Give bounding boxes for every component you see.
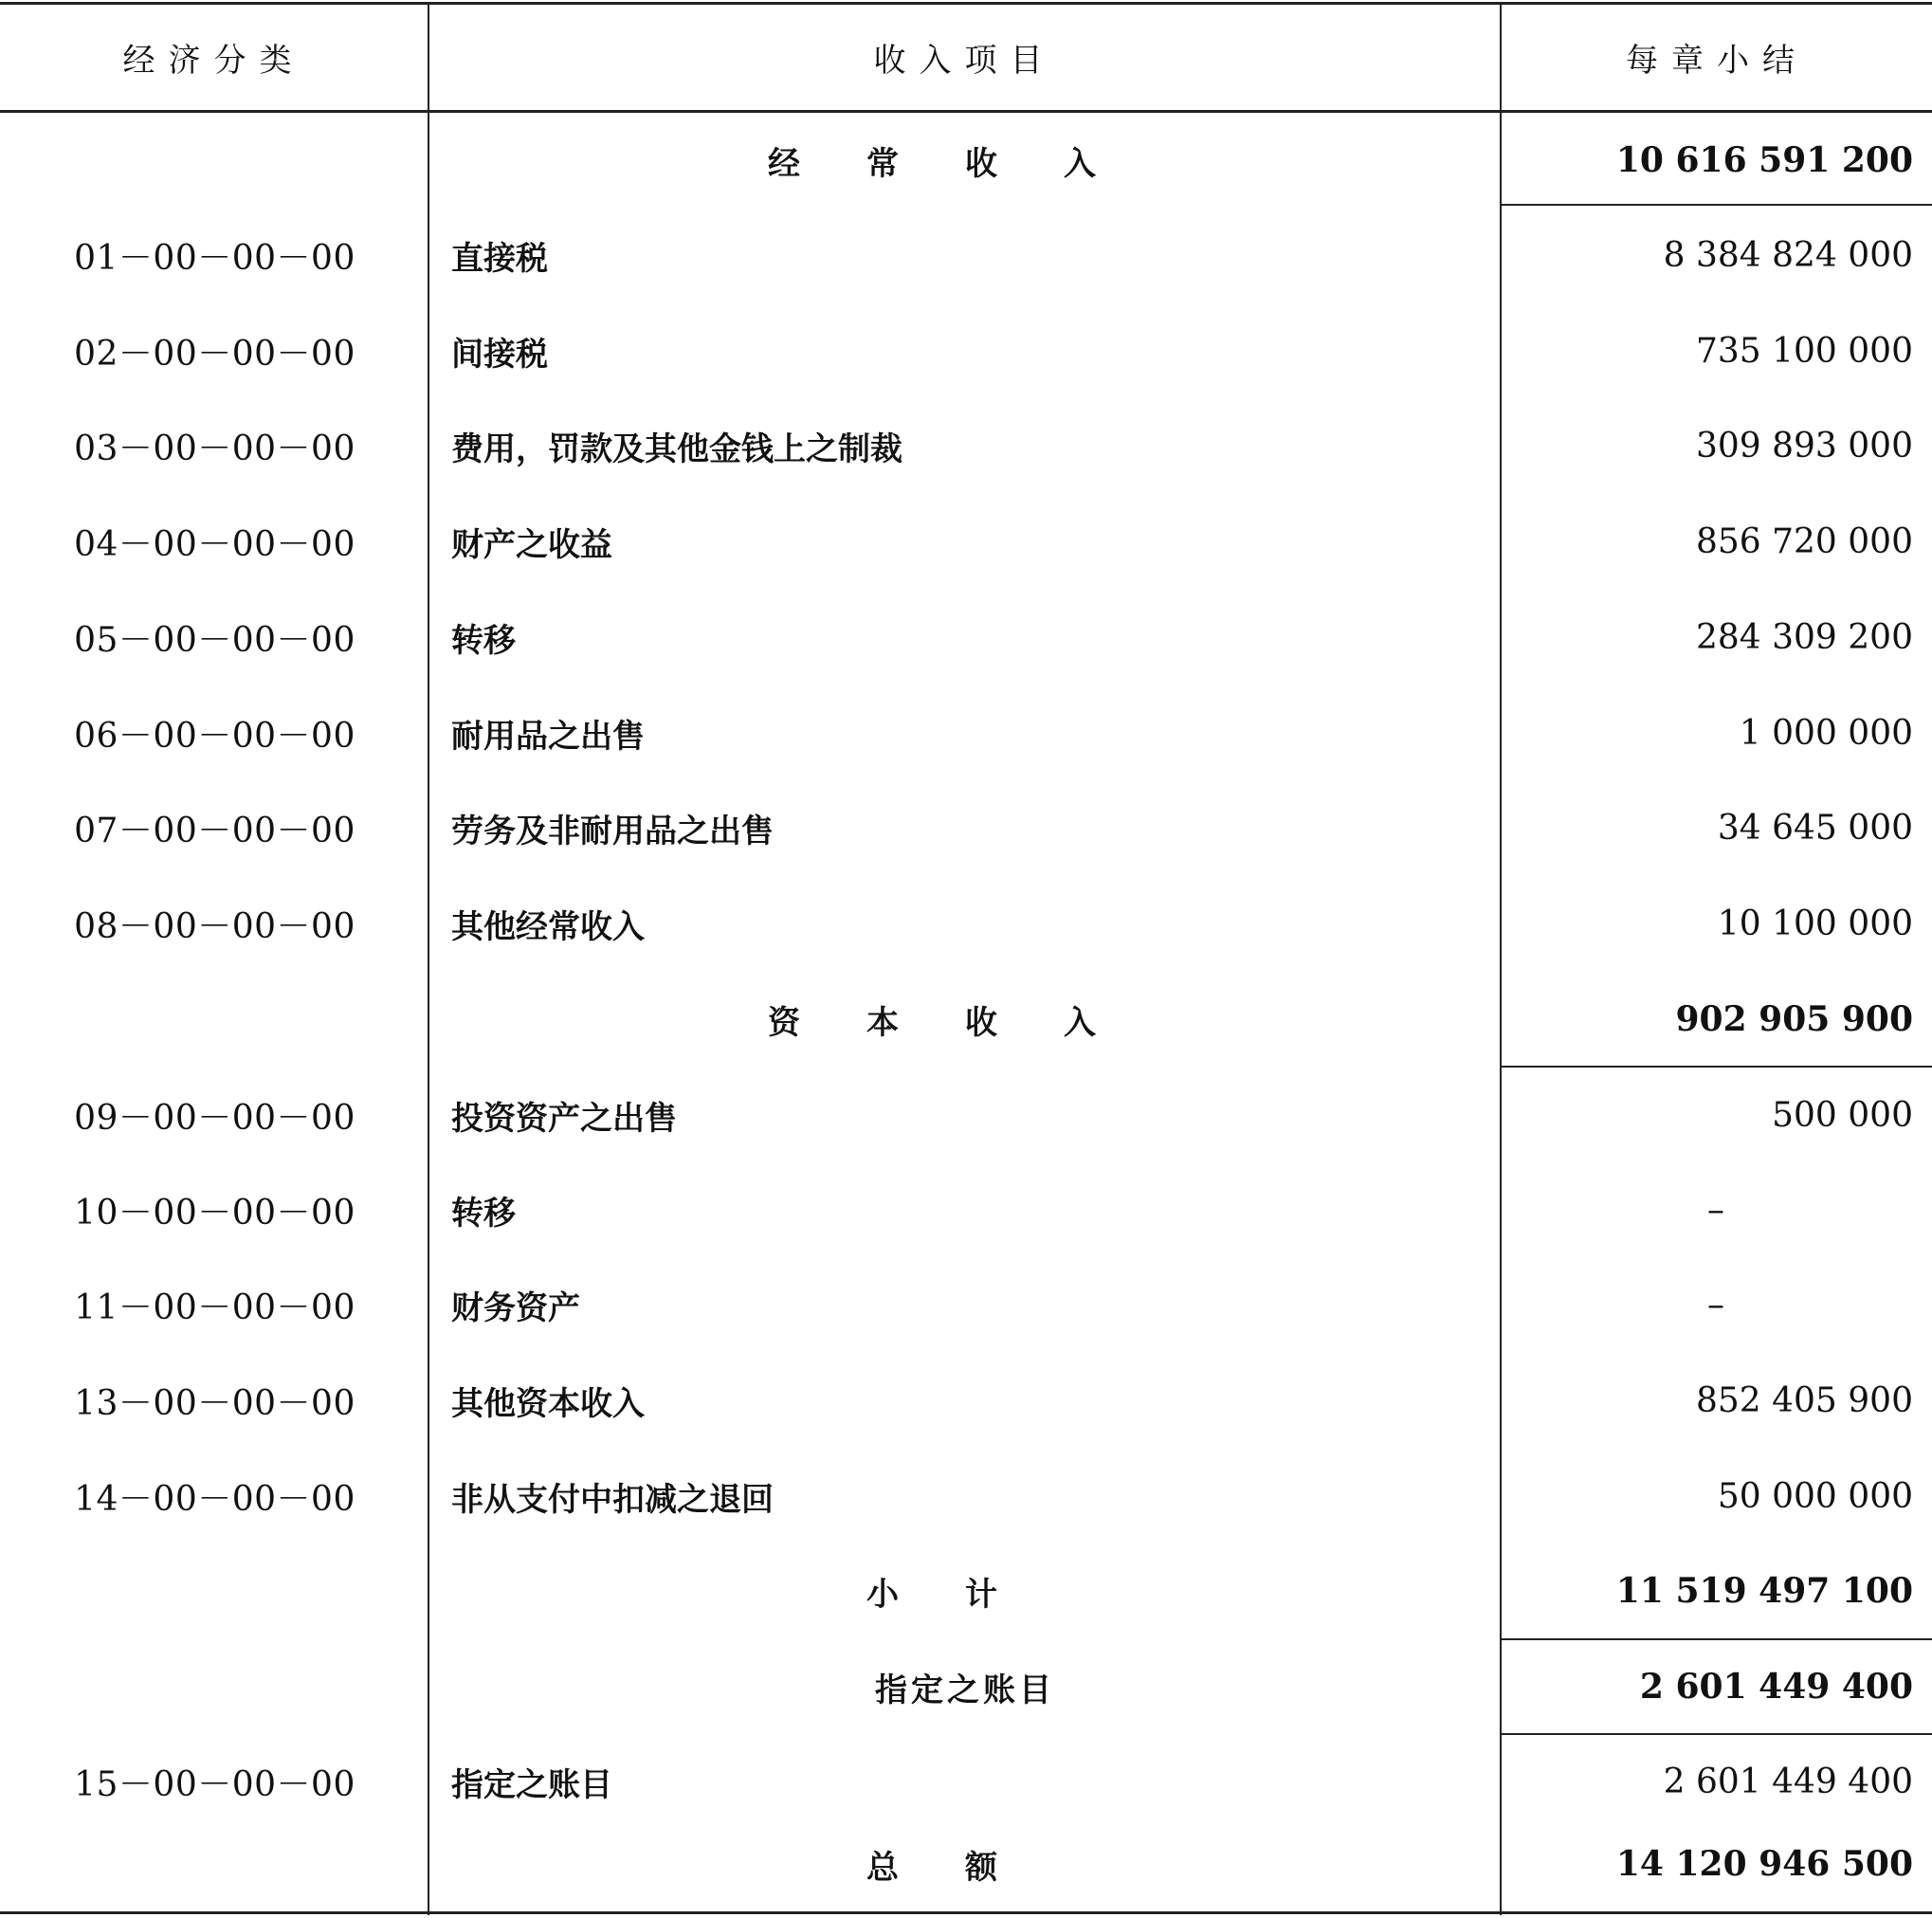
- section-title: 资本收入: [768, 1003, 1162, 1042]
- item-cell: 其他经常收入: [451, 907, 645, 946]
- code-cell: 04－00－00－00: [74, 524, 355, 564]
- table-row: [0, 494, 1932, 589]
- amount-cell: 34 645 000: [1717, 808, 1913, 848]
- section-title: 总额: [866, 1848, 1064, 1887]
- code-cell: 05－00－00－00: [74, 620, 355, 660]
- amount-cell: 2 601 449 400: [1663, 1762, 1913, 1801]
- table-row: [0, 1734, 1932, 1829]
- section-amount: 10 616 591 200: [1615, 140, 1913, 180]
- item-cell: 财产之收益: [451, 525, 612, 564]
- table-row: [0, 590, 1932, 685]
- code-cell: 10－00－00－00: [74, 1193, 355, 1233]
- amount-cell: –: [1707, 1190, 1724, 1230]
- section-amount: 11 519 497 100: [1615, 1571, 1913, 1611]
- code-cell: 07－00－00－00: [74, 811, 355, 850]
- code-cell: 09－00－00－00: [74, 1098, 355, 1138]
- item-cell: 其他资本收入: [451, 1384, 645, 1423]
- section-row-capital-revenue: [0, 972, 1932, 1067]
- code-cell: [0, 972, 429, 1067]
- item-cell: 投资资产之出售: [451, 1099, 677, 1138]
- header-chapter-subtotal: 每章小结: [1626, 41, 1808, 80]
- code-cell: 11－00－00－00: [74, 1288, 355, 1327]
- table-row: [0, 1162, 1932, 1257]
- table-row: [0, 876, 1932, 971]
- amount-cell: 500 000: [1772, 1095, 1913, 1135]
- item-cell: 费用，罚款及其他金钱上之制裁: [451, 429, 902, 468]
- amount-cell: 856 720 000: [1695, 521, 1913, 561]
- item-cell: 直接税: [451, 239, 548, 278]
- amount-cell: 50 000 000: [1717, 1476, 1913, 1516]
- table-row: [0, 208, 1932, 302]
- section-amount: 902 905 900: [1675, 999, 1913, 1039]
- table-row: [0, 1257, 1932, 1352]
- amount-cell: 309 893 000: [1695, 426, 1913, 466]
- item-cell: 间接税: [451, 335, 548, 374]
- item-cell: 劳务及非耐用品之出售: [451, 812, 774, 850]
- item-cell: 财务资产: [451, 1288, 580, 1327]
- code-cell: 14－00－00－00: [74, 1479, 355, 1519]
- code-cell: 03－00－00－00: [74, 429, 355, 468]
- section-amount: 14 120 946 500: [1615, 1844, 1913, 1884]
- item-cell: 指定之账目: [451, 1765, 612, 1804]
- table-row: [0, 780, 1932, 875]
- header-economic-classification: 经济分类: [122, 41, 305, 80]
- table-bottom-rule: [0, 1911, 1932, 1914]
- section-row-designated-accounts: [0, 1639, 1932, 1734]
- section-amount: 2 601 449 400: [1639, 1667, 1913, 1707]
- section-row-subtotal: [0, 1544, 1932, 1638]
- item-cell: 转移: [451, 1194, 516, 1233]
- section-title: 小计: [866, 1575, 1064, 1614]
- table-row: [0, 1353, 1932, 1448]
- table-row: [0, 398, 1932, 493]
- table-row: [0, 303, 1932, 398]
- code-cell: [0, 1544, 429, 1638]
- header-revenue-item: 收入项目: [873, 41, 1056, 80]
- code-cell: 01－00－00－00: [74, 238, 355, 278]
- code-cell: 02－00－00－00: [74, 334, 355, 374]
- section-title: 指定之账目: [875, 1671, 1055, 1709]
- amount-cell: –: [1707, 1285, 1724, 1324]
- code-cell: 06－00－00－00: [74, 716, 355, 756]
- amount-cell: 735 100 000: [1695, 331, 1913, 371]
- code-cell: 13－00－00－00: [74, 1383, 355, 1423]
- section-row-total: [0, 1817, 1932, 1911]
- item-cell: 转移: [451, 621, 516, 660]
- table-row: [0, 1449, 1932, 1544]
- item-cell: 非从支付中扣减之退回: [451, 1480, 774, 1519]
- amount-cell: 8 384 824 000: [1663, 235, 1913, 275]
- amount-cell: 1 000 000: [1739, 713, 1913, 753]
- table-row: [0, 1068, 1932, 1162]
- item-cell: 耐用品之出售: [451, 717, 645, 756]
- amount-cell: 10 100 000: [1717, 904, 1913, 943]
- table-row: [0, 685, 1932, 780]
- section-title: 经常收入: [768, 144, 1162, 183]
- amount-cell: 852 405 900: [1695, 1380, 1913, 1420]
- code-cell: 08－00－00－00: [74, 906, 355, 946]
- code-cell: 15－00－00－00: [74, 1764, 355, 1804]
- amount-cell: 284 309 200: [1695, 617, 1913, 657]
- code-cell: [0, 1639, 429, 1734]
- code-cell: [0, 1817, 429, 1911]
- code-cell: [0, 113, 429, 208]
- section-row-recurrent-revenue: [0, 113, 1932, 208]
